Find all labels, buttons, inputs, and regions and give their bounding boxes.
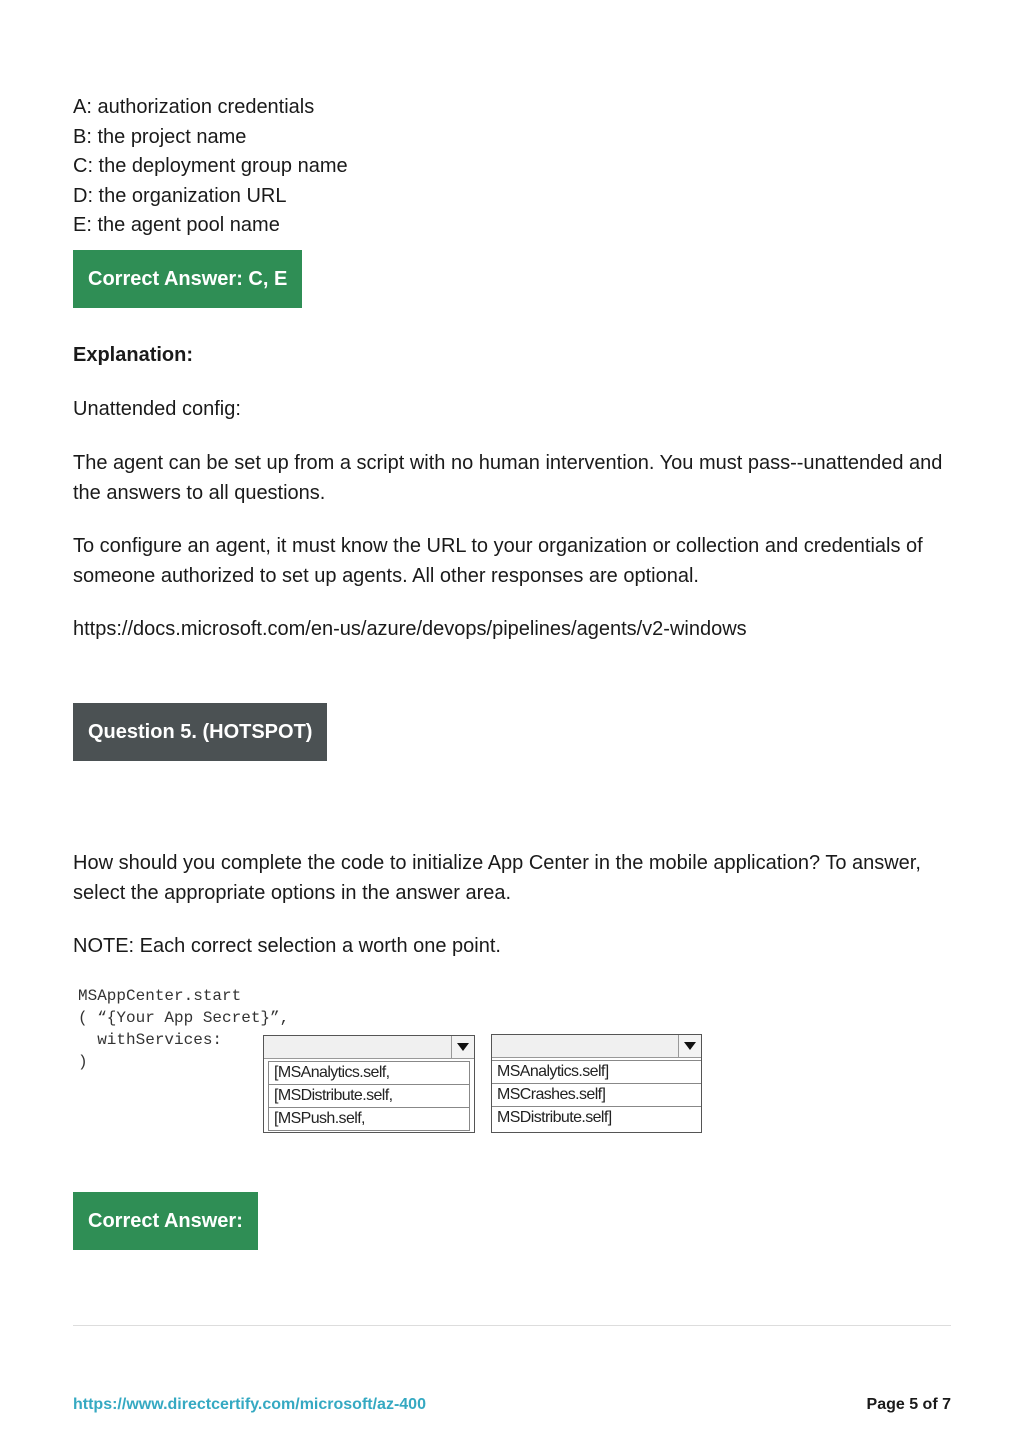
explanation-paragraph-1: Unattended config:: [73, 398, 241, 420]
explanation-heading: Explanation:: [73, 344, 194, 366]
dropdown-2-option[interactable]: MSCrashes.self]: [492, 1084, 701, 1107]
chevron-down-icon[interactable]: [451, 1036, 474, 1058]
dropdown-2-option[interactable]: MSAnalytics.self]: [492, 1060, 701, 1084]
services-dropdown-1[interactable]: [263, 1035, 475, 1133]
answer-options: [73, 93, 348, 241]
dropdown-1-option[interactable]: [MSDistribute.self,: [268, 1085, 470, 1108]
option-d: D: the organization URL: [73, 184, 287, 207]
code-line-3: withServices:: [78, 1031, 223, 1049]
dropdown-1-option[interactable]: [MSAnalytics.self,: [268, 1061, 470, 1085]
note-text: NOTE: Each correct selection a worth one point.: [73, 935, 501, 957]
option-b: B: the project name: [73, 125, 247, 148]
footer-divider: [73, 1325, 951, 1326]
code-line-4: ): [78, 1053, 88, 1071]
question-label: Question 5. (HOTSPOT): [73, 703, 327, 761]
explanation-paragraph-2: The agent can be set up from a script with no human intervention. You must pass--unattended and the answers to all questions.: [73, 452, 943, 504]
dropdown-1-list: [268, 1061, 470, 1131]
footer-link[interactable]: https://www.directcertify.com/microsoft/az-400: [73, 1396, 426, 1413]
page-number: Page 5 of 7: [866, 1396, 951, 1413]
reference-link: https://docs.microsoft.com/en-us/azure/devops/pipelines/agents/v2-windows: [73, 618, 747, 640]
dropdown-1-header[interactable]: [264, 1036, 474, 1059]
code-line-2: ( “{Your App Secret}”,: [78, 1009, 290, 1027]
dropdown-2-option[interactable]: MSDistribute.self]: [497, 1109, 612, 1126]
correct-answer-button[interactable]: Correct Answer: C, E: [73, 250, 302, 308]
question-text: How should you complete the code to initialize App Center in the mobile application? To answer, select the appropriate options in the answer area.: [73, 852, 921, 904]
code-line-1: MSAppCenter.start: [78, 987, 242, 1005]
dropdown-2-list: [492, 1060, 701, 1129]
option-e: E: the agent pool name: [73, 214, 280, 236]
option-c: C: the deployment group name: [73, 155, 348, 177]
explanation-paragraph-3: To configure an agent, it must know the URL to your organization or collection and credentials of someone authorized to set up agents. All other responses are optional.: [73, 535, 923, 587]
services-dropdown-2[interactable]: [491, 1034, 702, 1133]
code-snippet: [78, 985, 289, 1073]
option-a: A: authorization credentials: [73, 96, 315, 118]
chevron-down-icon[interactable]: [678, 1035, 701, 1057]
correct-answer-button-2[interactable]: Correct Answer:: [73, 1192, 258, 1250]
dropdown-1-option[interactable]: [MSPush.self,: [268, 1108, 470, 1131]
dropdown-2-header[interactable]: [492, 1035, 701, 1058]
